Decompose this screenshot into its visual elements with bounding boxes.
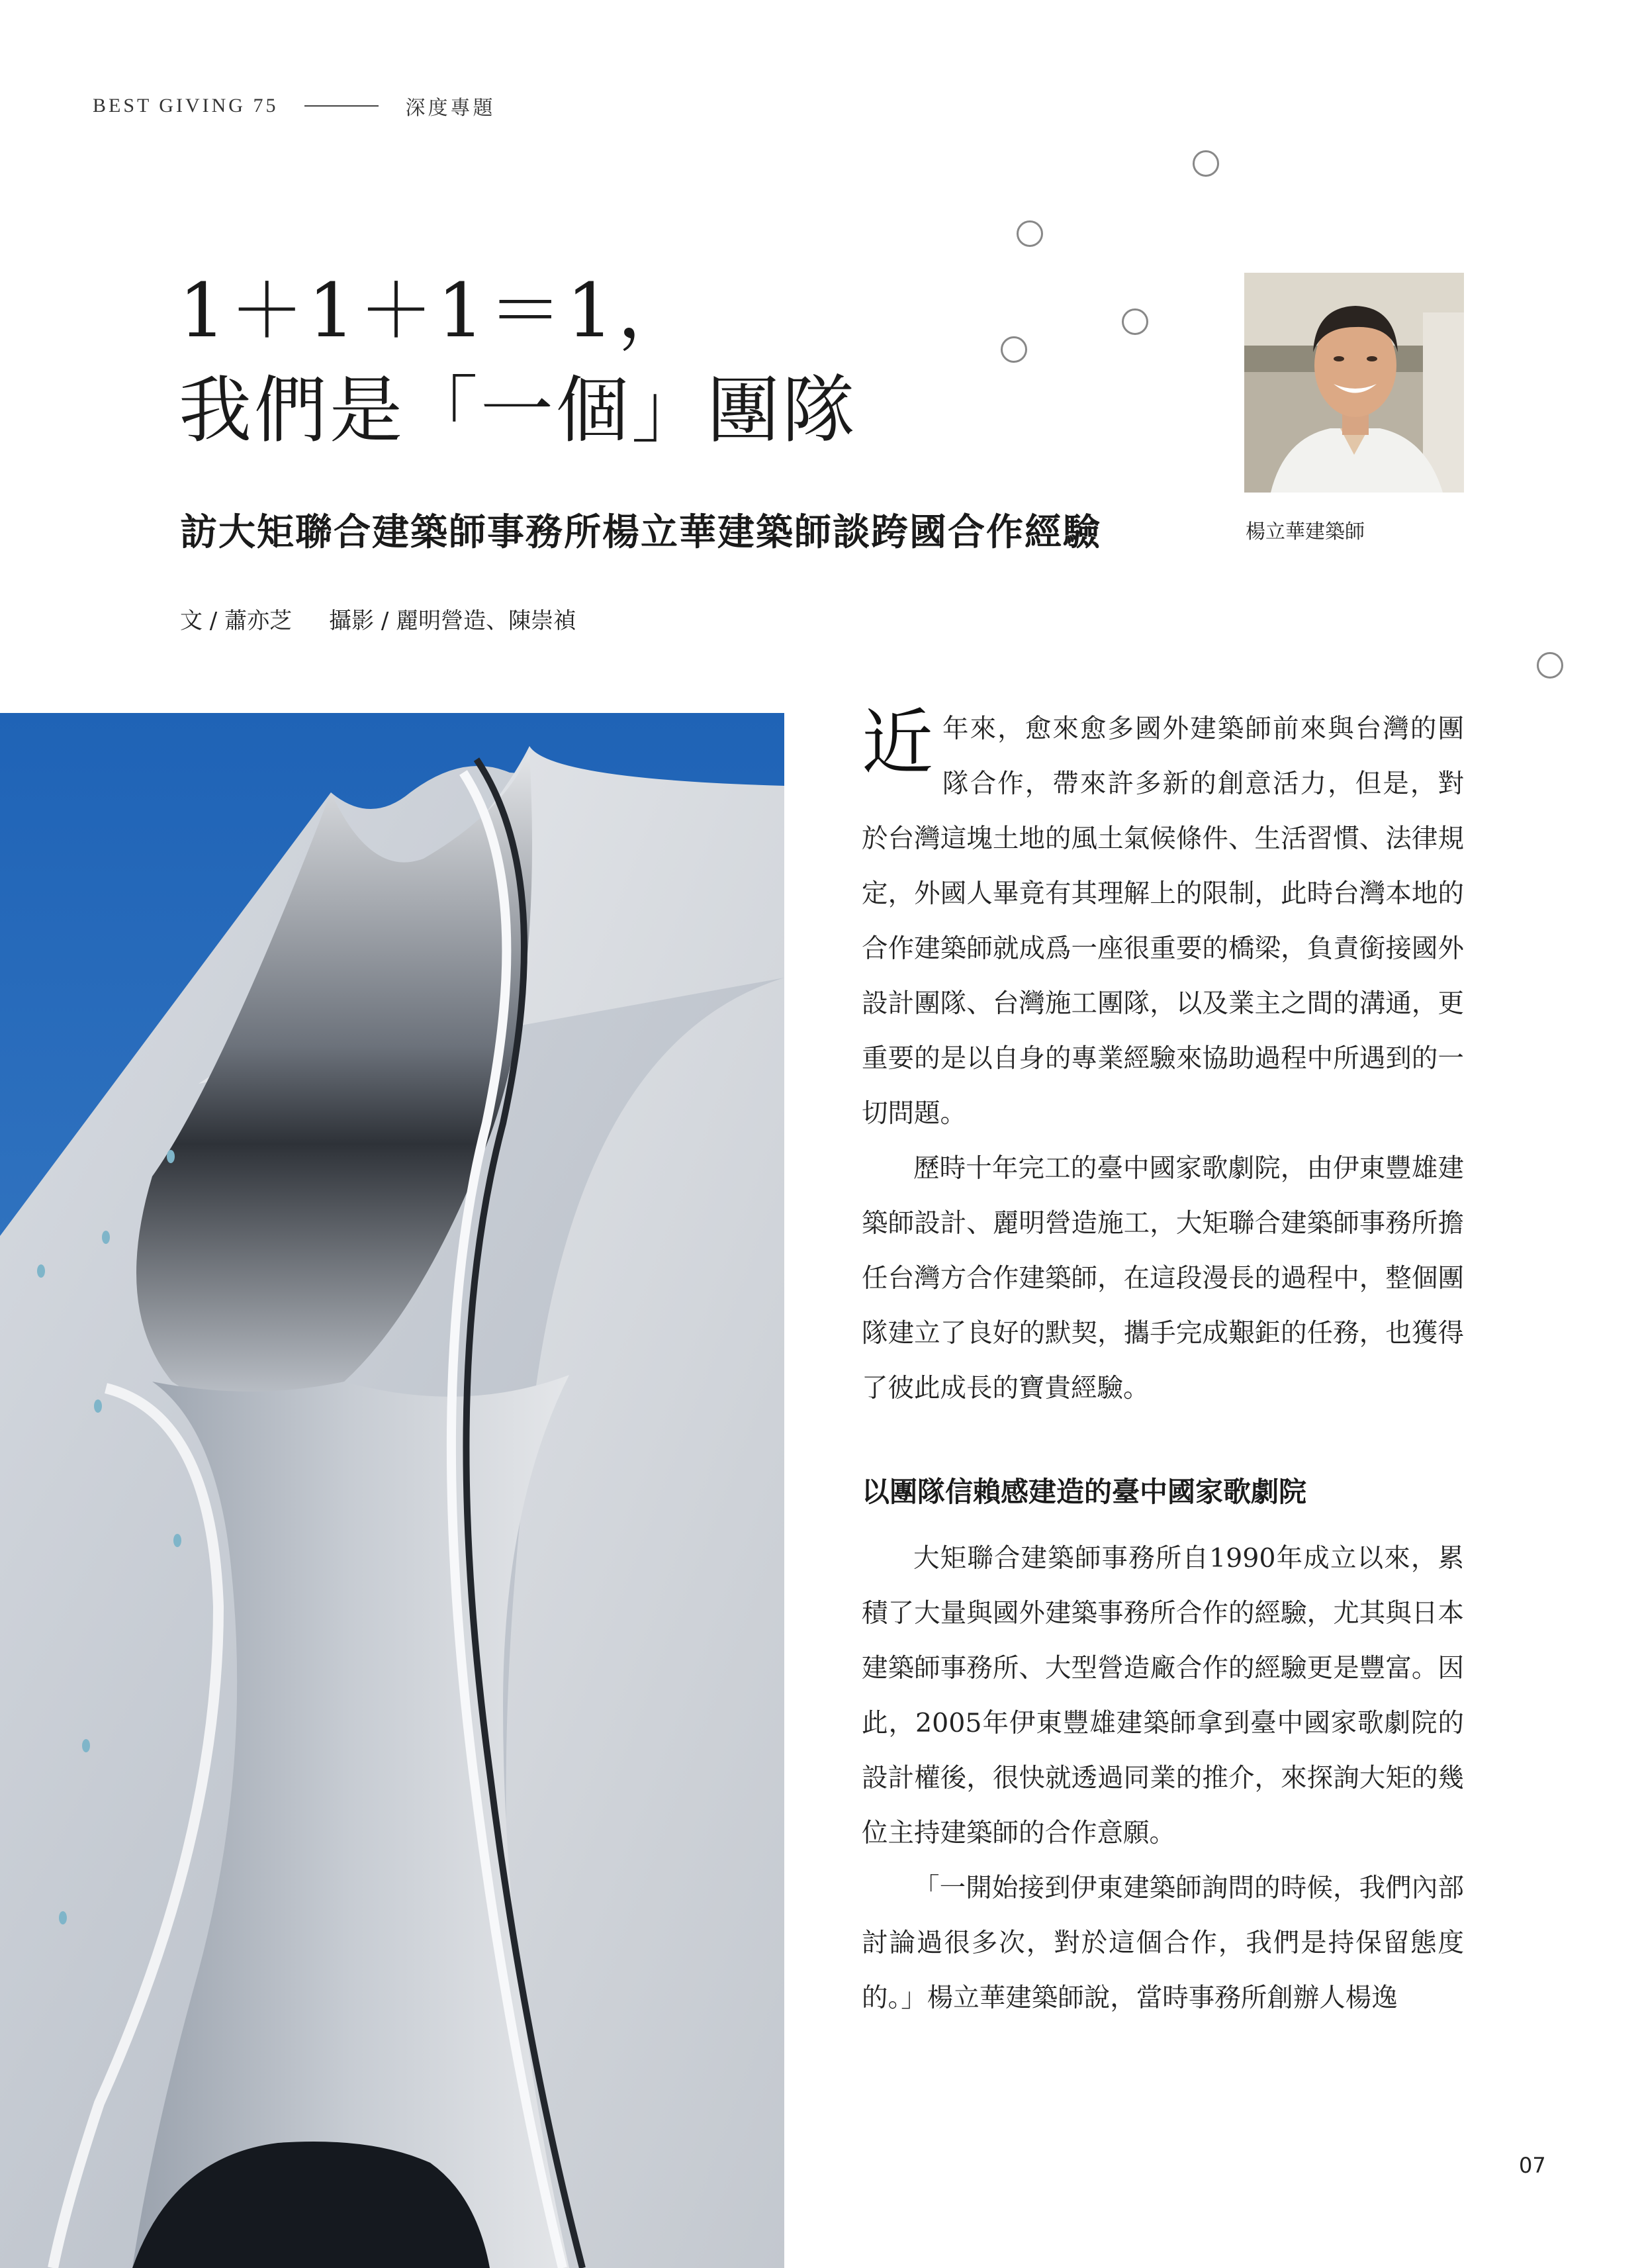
opera-house-photo <box>0 713 784 2268</box>
paragraph-4: 「一開始接到伊東建築師詢問的時候，我們內部討論過很多次，對於這個合作，我們是持保留態度的。」楊立華建築師說，當時事務所創辦人楊逸 <box>862 1873 1464 2013</box>
author-credit: 文 / 蕭亦芝 <box>180 608 293 634</box>
page-number: 07 <box>1519 2153 1546 2178</box>
architect-portrait <box>1244 273 1464 493</box>
paragraph-1-text: 年來，愈來愈多國外建築師前來與台灣的團隊合作，帶來許多新的創意活力，但是，對於台灣這塊土地的風土氣候條件、生活習慣、法律規定，外國人畢竟有其理解上的限制，此時台灣本地的合作建築師就成爲一座很重要的橋梁，負責銜接國外設計團隊、台灣施工團隊，以及業主之間的溝通，更重要的是以自身的專業經驗來協助過程中所遇到的一切問題。 <box>862 714 1464 1129</box>
portrait-caption: 楊立華建築師 <box>1246 520 1365 543</box>
drop-cap: 近 <box>862 702 934 784</box>
paragraph-3: 大矩聯合建築師事務所自1990年成立以來，累積了大量與國外建築事務所合作的經驗，尤其與日本建築師事務所、大型營造廠合作的經驗更是豐富。因此，2005年伊東豐雄建築師拿到臺中國家歌劇院的設計權後，很快就透過同業的推介，來探詢大矩的幾位主持建築師的合作意願。 <box>862 1543 1464 1848</box>
decorative-circle <box>1537 652 1563 679</box>
paragraph-2: 歷時十年完工的臺中國家歌劇院，由伊東豐雄建築師設計、麗明營造施工，大矩聯合建築師事務所擔任台灣方合作建築師，在這段漫長的過程中，整個團隊建立了良好的默契，攜手完成艱鉅的任務，也獲得了彼此成長的寶貴經驗。 <box>862 1153 1464 1403</box>
article-subtitle: 訪大矩聯合建築師事務所楊立華建築師談跨國合作經驗 <box>180 510 1101 554</box>
decorative-circle <box>1001 336 1027 363</box>
decorative-circle <box>1017 220 1043 247</box>
photo-credit: 攝影 / 麗明營造、陳崇禎 <box>329 608 576 634</box>
article-body <box>862 702 1464 2026</box>
byline <box>180 602 576 635</box>
decorative-circle <box>1122 308 1148 335</box>
paragraph-1 <box>862 702 1464 1141</box>
section-heading: 以團隊信賴感建造的臺中國家歌劇院 <box>862 1476 1307 1508</box>
running-header <box>93 91 495 120</box>
section-name: 深度專題 <box>405 97 496 120</box>
decorative-circle <box>1193 150 1219 177</box>
article-title <box>179 261 858 460</box>
title-line-1: 1＋1＋1＝1， <box>179 268 696 354</box>
magazine-name: BEST GIVING 75 <box>93 95 279 117</box>
title-line-2: 我們是「一個」團隊 <box>179 368 858 453</box>
header-rule <box>304 105 379 107</box>
